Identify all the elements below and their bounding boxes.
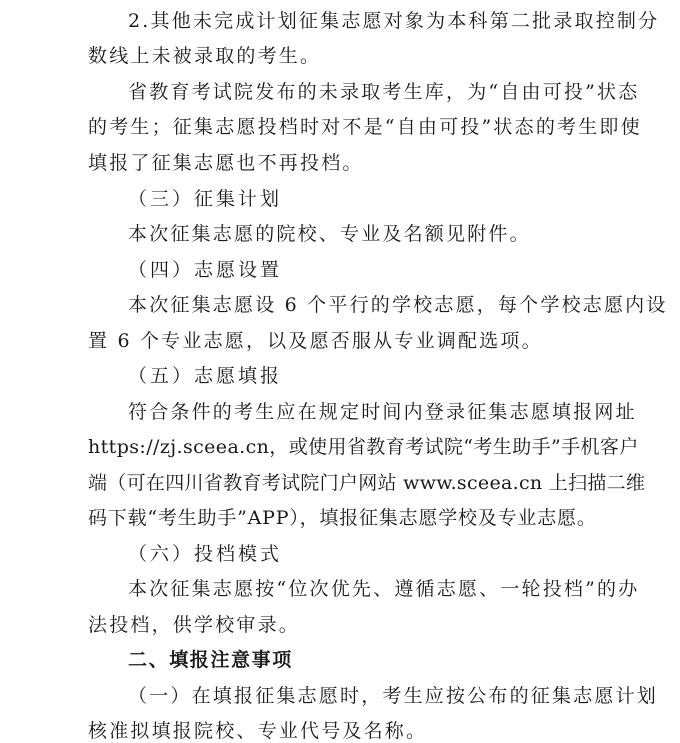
section-title: 二、填报注意事项 bbox=[128, 649, 293, 671]
paragraph-line: 填报了征集志愿也不再投档。 bbox=[88, 152, 364, 174]
paragraph-line: 置 6 个专业志愿，以及愿否服从专业调配选项。 bbox=[88, 330, 543, 352]
paragraph-line: （一）在填报征集志愿时，考生应按公布的征集志愿计划 bbox=[128, 685, 659, 707]
paragraph-line: 核准拟填报院校、专业代号及名称。 bbox=[88, 720, 428, 742]
paragraph-line: 本次征集志愿的院校、专业及名额见附件。 bbox=[128, 223, 531, 245]
paragraph-line: 码下载“考生助手”APP），填报征集志愿学校及专业志愿。 bbox=[88, 507, 597, 529]
section-heading: （五）志愿填报 bbox=[128, 365, 283, 387]
paragraph-line: 的考生；征集志愿投档时对不是“自由可投”状态的考生即使 bbox=[88, 116, 642, 138]
paragraph-line: 本次征集志愿按“位次优先、遵循志愿、一轮投档”的办 bbox=[128, 578, 640, 600]
paragraph-line: 端（可在四川省教育考试院门户网站 www.sceea.cn 上扫描二维 bbox=[88, 472, 646, 494]
paragraph-line: 符合条件的考生应在规定时间内登录征集志愿填报网址 bbox=[128, 401, 637, 423]
paragraph-line: 法投档，供学校审录。 bbox=[88, 614, 301, 636]
section-heading: （六）投档模式 bbox=[128, 543, 283, 565]
section-heading: （三）征集计划 bbox=[128, 188, 283, 210]
paragraph-line: https://zj.sceea.cn，或使用省教育考试院“考生助手”手机客户 bbox=[88, 436, 639, 458]
paragraph-line: 本次征集志愿设 6 个平行的学校志愿，每个学校志愿内设 bbox=[128, 294, 668, 316]
paragraph-line: 数线上未被录取的考生。 bbox=[88, 45, 322, 67]
section-heading: （四）志愿设置 bbox=[128, 259, 283, 281]
paragraph-line: 省教育考试院发布的未录取考生库，为“自由可投”状态 bbox=[128, 81, 640, 103]
paragraph-line: 2.其他未完成计划征集志愿对象为本科第二批录取控制分 bbox=[128, 10, 660, 32]
